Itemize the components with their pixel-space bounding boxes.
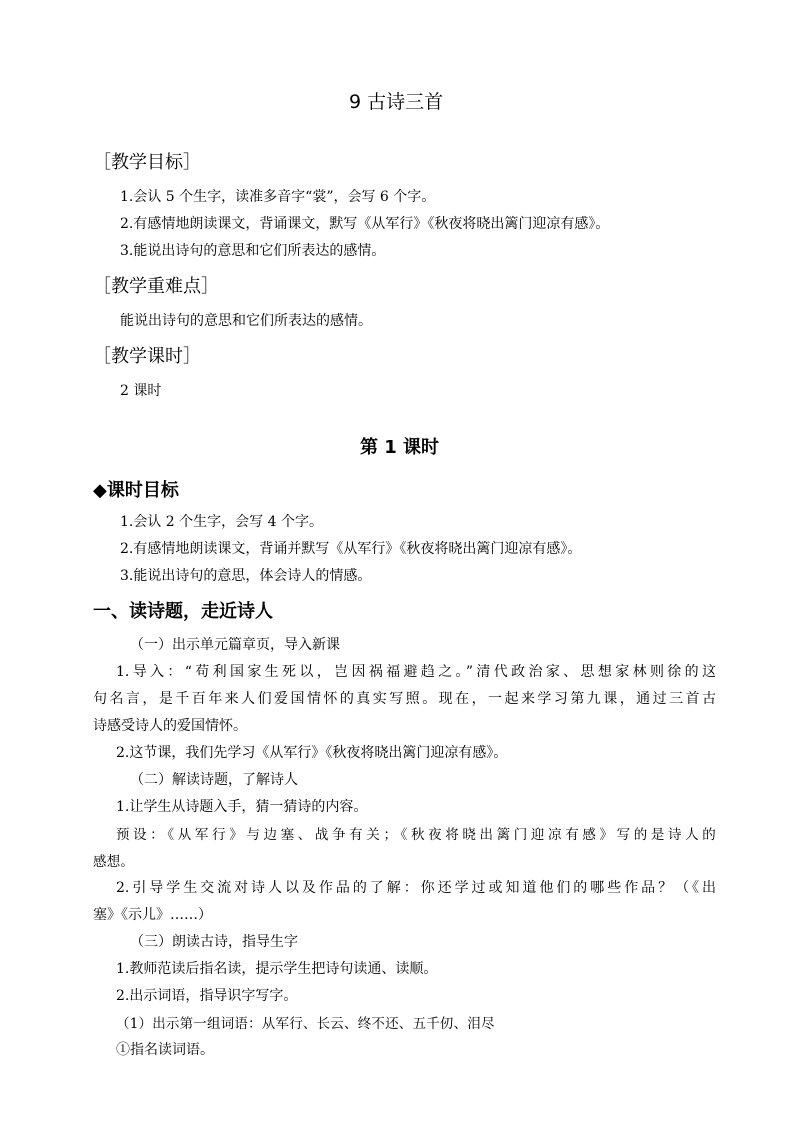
- objective-item: 3.能说出诗句的意思和它们所表达的感情。: [120, 243, 386, 259]
- intro-item-2: 2.这节课，我们先学习《从军行》《秋夜将晓出篱门迎凉有感》。: [116, 745, 508, 761]
- read-item: 1.教师范读后指名读，提示学生把诗句读通、读顺。: [116, 961, 438, 977]
- objectives-heading: ［教学目标］: [93, 152, 201, 173]
- lesson-goal: 2.有感情地朗读课文，背诵并默写《从军行》《秋夜将晓出篱门迎凉有感》。: [120, 541, 582, 557]
- word-group: （1）出示第一组词语：从军行、长云、终不还、五千仞、泪尽: [116, 1016, 495, 1032]
- lesson-goals-heading: ◆课时目标: [93, 480, 179, 501]
- periods-text: 2 课时: [120, 383, 162, 399]
- key-points-text: 能说出诗句的意思和它们所表达的感情。: [120, 313, 372, 329]
- discuss-line: 塞》《示儿》……）: [93, 907, 212, 923]
- step-heading: （二）解读诗题，了解诗人: [130, 772, 298, 788]
- periods-heading: ［教学课时］: [93, 346, 201, 367]
- key-points-heading: ［教学重难点］: [93, 276, 219, 297]
- discuss-line: 2.引导学生交流对诗人以及作品的了解：你还学过或知道他们的哪些作品？（《出: [116, 880, 716, 896]
- lesson-goal: 3.能说出诗句的意思，体会诗人的情感。: [120, 568, 372, 584]
- page-title: 9 古诗三首: [349, 91, 444, 113]
- part1-heading: 一、读诗题，走近诗人: [93, 601, 273, 622]
- read-words-item: ①指名读词语。: [116, 1042, 214, 1058]
- intro-paragraph-line: 句名言，是千百年来人们爱国情怀的真实写照。现在，一起来学习第九课，通过三首古: [93, 691, 716, 707]
- preset-line: 感想。: [93, 854, 135, 870]
- step-heading: （三）朗读古诗，指导生字: [130, 934, 298, 950]
- objective-item: 2.有感情地朗读课文，背诵课文，默写《从军行》《秋夜将晓出篱门迎凉有感》。: [120, 216, 610, 232]
- intro-paragraph-line: 诗感受诗人的爱国情怀。: [93, 718, 247, 734]
- objective-item: 1.会认 5 个生字，读准多音字“裳”，会写 6 个字。: [120, 189, 436, 205]
- step-heading: （一）出示单元篇章页，导入新课: [130, 637, 340, 653]
- lesson-goal: 1.会认 2 个生字，会写 4 个字。: [120, 514, 323, 530]
- intro-paragraph-line: 1.导入：“苟利国家生死以，岂因祸福避趋之。”清代政治家、思想家林则徐的这: [116, 664, 716, 680]
- lesson-title: 第 1 课时: [360, 437, 440, 458]
- preset-line: 预设：《从军行》与边塞、战争有关；《秋夜将晓出篱门迎凉有感》写的是诗人的: [116, 827, 716, 843]
- guess-item: 1.让学生从诗题入手，猜一猜诗的内容。: [116, 799, 368, 815]
- read-item: 2.出示词语，指导识字写字。: [116, 988, 298, 1004]
